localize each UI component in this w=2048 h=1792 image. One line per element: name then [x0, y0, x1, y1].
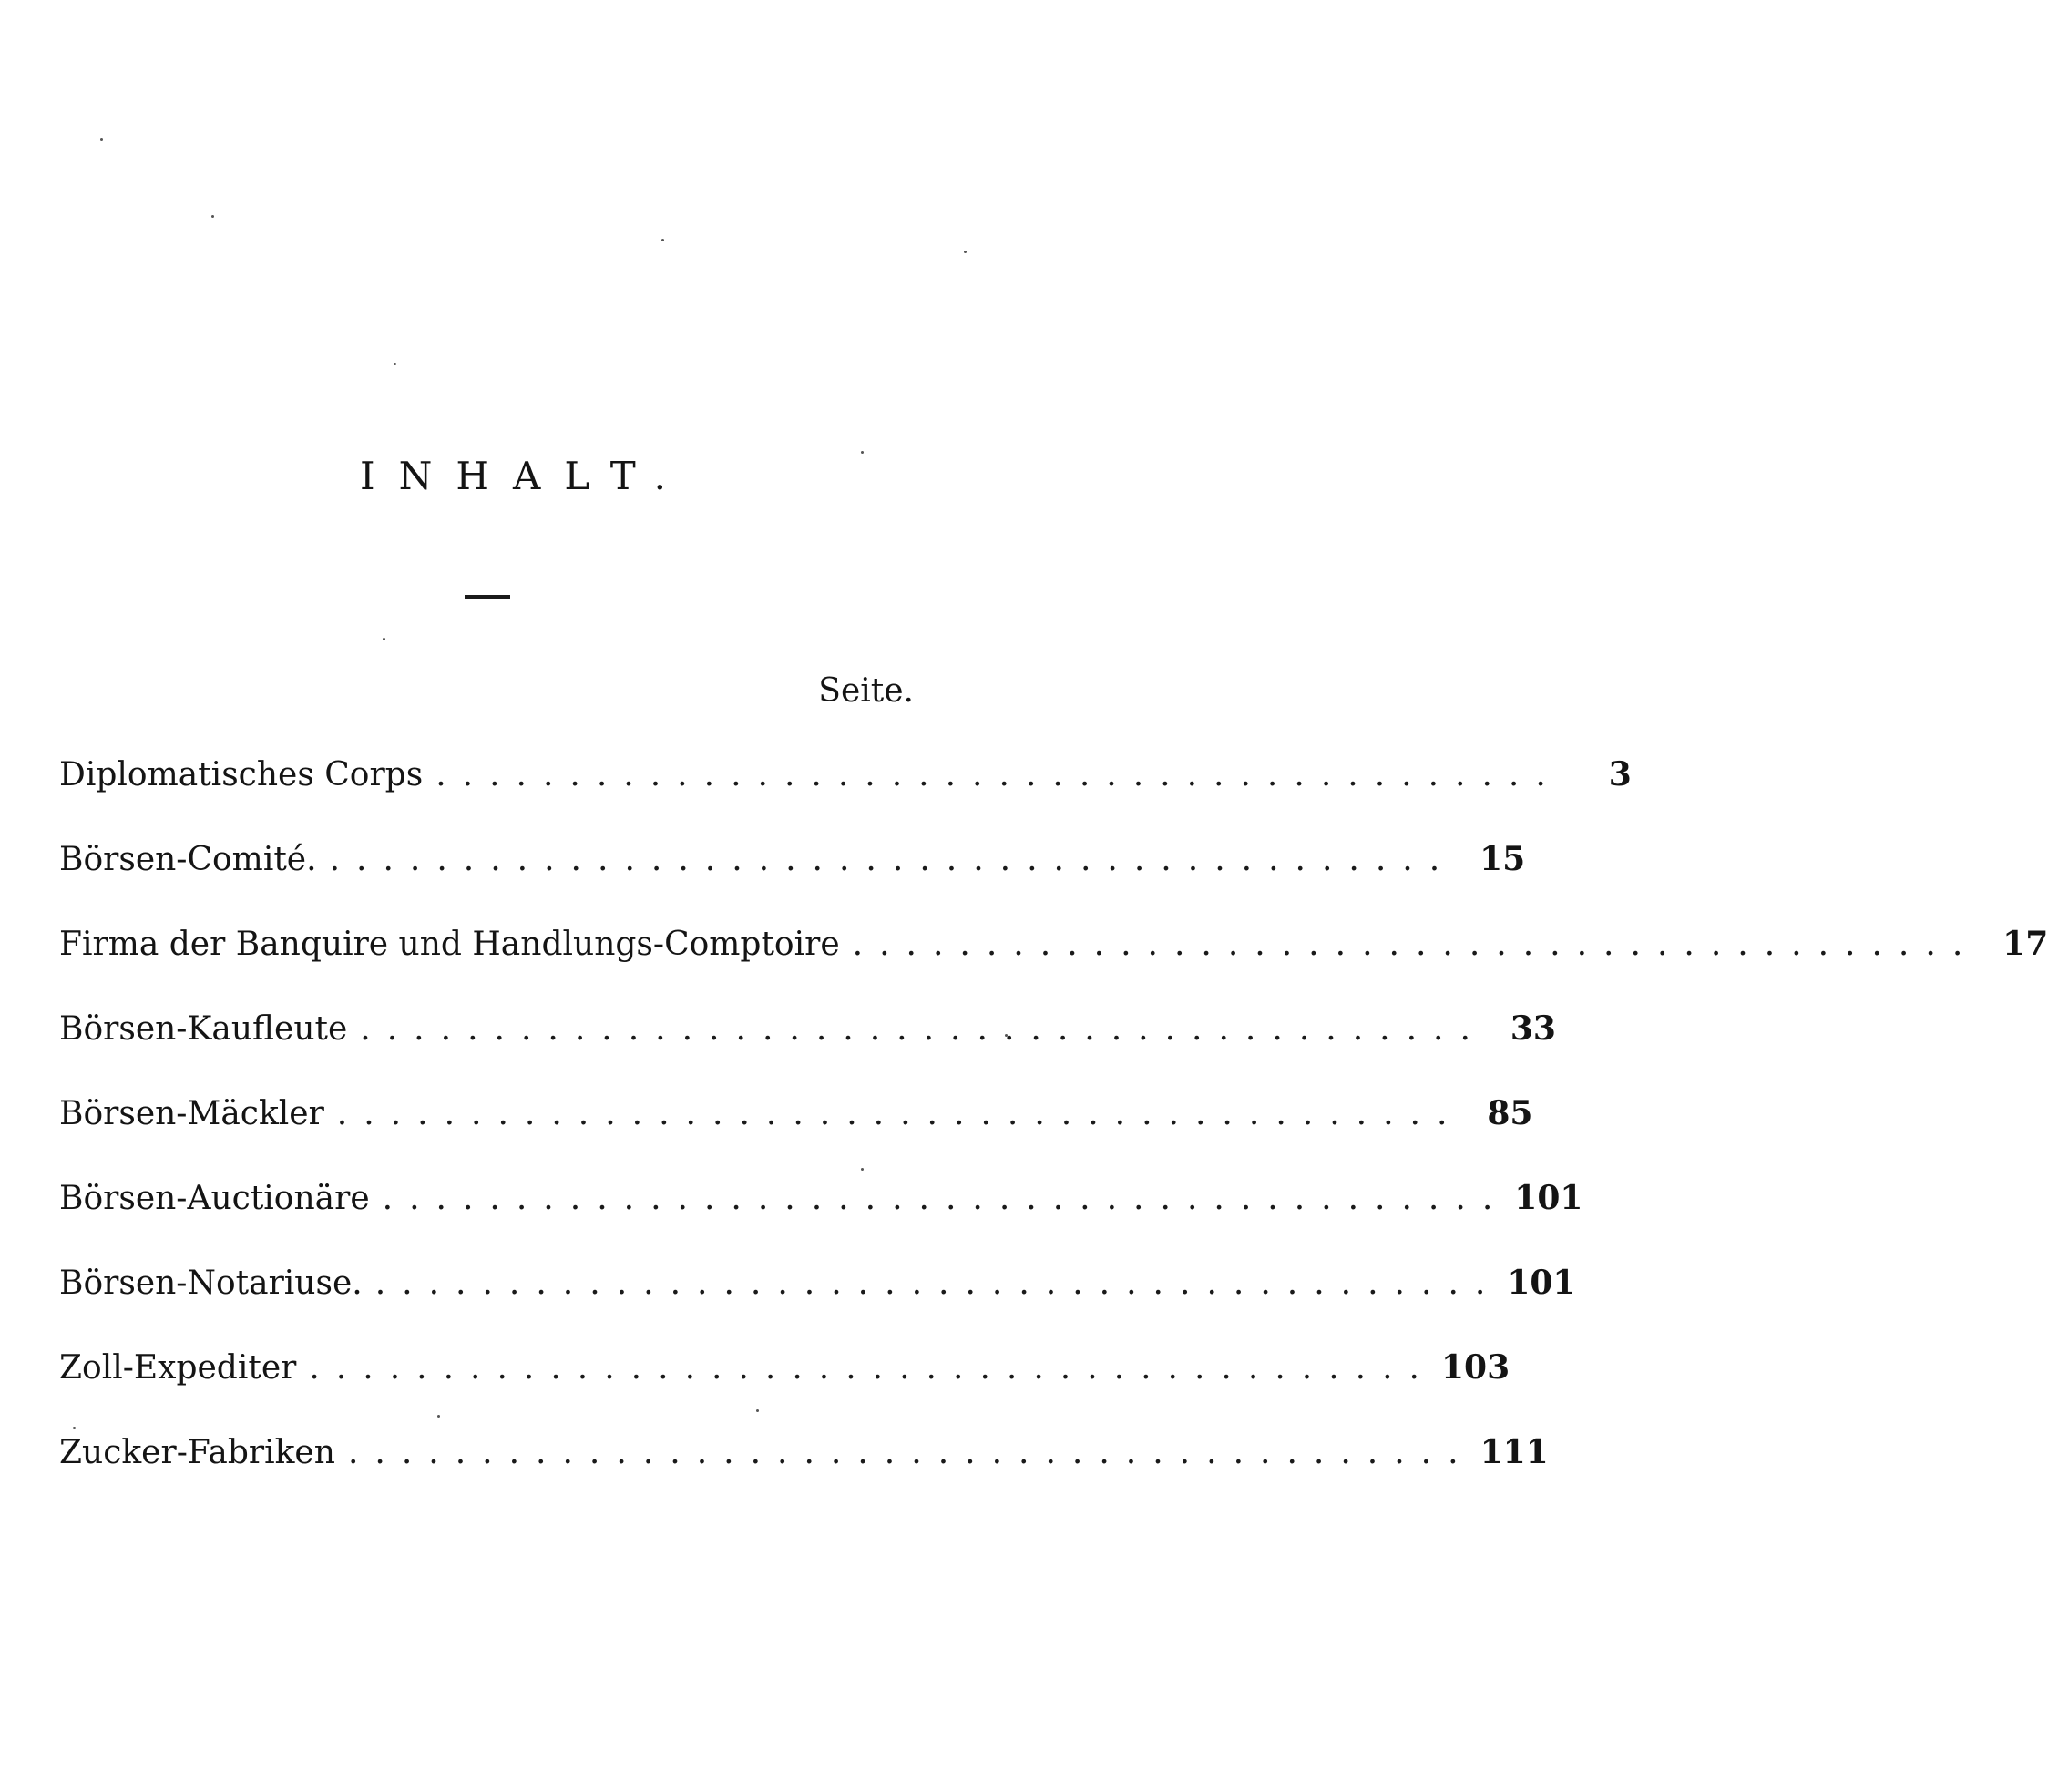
toc-entry-label: Börsen-Mäckler [59, 1095, 324, 1132]
toc-leader-dots: .......................................... [360, 1010, 1487, 1048]
page-title: INHALT. [360, 454, 690, 499]
toc-entry-label: Zoll-Expediter [59, 1349, 297, 1387]
toc-entry-label: Börsen-Kaufleute [59, 1010, 348, 1048]
toc-leader-dots: .......................................... [852, 926, 1980, 963]
toc-entry-page: 101 [1514, 1179, 1583, 1217]
toc-leader-dots: .......................................... [347, 1434, 1475, 1471]
toc-entry [59, 916, 2048, 1001]
print-speck [100, 138, 103, 141]
toc-entry-page: 3 [1608, 755, 1632, 794]
toc-entry [59, 832, 1526, 916]
toc-entry [59, 1255, 1576, 1340]
toc-entry-page: 33 [1510, 1009, 1556, 1048]
toc-leader-dots: .......................................... [435, 756, 1562, 794]
toc-leader-dots: .......................................... [336, 1095, 1464, 1132]
page-column-heading: Seite. [818, 672, 914, 710]
print-speck [661, 239, 664, 241]
toc-leader-dots: .......................................... [309, 1349, 1436, 1387]
toc-entry [59, 1001, 1556, 1086]
print-speck [964, 251, 967, 253]
toc-entry [59, 747, 1632, 832]
table-of-contents [59, 747, 2048, 1510]
print-speck [394, 363, 396, 365]
toc-entry [59, 1086, 1533, 1171]
toc-entry-label: Börsen-Comité. [59, 841, 317, 878]
toc-entry-page: 17 [2002, 925, 2048, 963]
toc-entry [59, 1425, 1549, 1510]
toc-entry-page: 85 [1487, 1094, 1533, 1132]
toc-entry-page: 101 [1507, 1264, 1576, 1302]
toc-entry-label: Börsen-Notariuse. [59, 1265, 363, 1302]
toc-entry-label: Firma der Banquire und Handlungs-Comptoire [59, 926, 840, 963]
print-speck [211, 215, 214, 218]
toc-entry-page: 103 [1440, 1348, 1510, 1387]
toc-entry [59, 1171, 1583, 1255]
toc-leader-dots: .......................................... [374, 1265, 1502, 1302]
toc-entry-page: 15 [1480, 840, 1526, 878]
toc-entry-label: Diplomatisches Corps [59, 756, 424, 794]
toc-leader-dots: .......................................... [382, 1180, 1510, 1217]
print-speck [383, 638, 385, 640]
toc-entry-label: Zucker-Fabriken [59, 1434, 335, 1471]
toc-entry-page: 111 [1480, 1433, 1549, 1471]
toc-entry-label: Börsen-Auctionäre [59, 1180, 370, 1217]
title-divider [465, 595, 510, 599]
toc-entry [59, 1340, 1510, 1425]
toc-leader-dots: .......................................... [329, 841, 1457, 878]
